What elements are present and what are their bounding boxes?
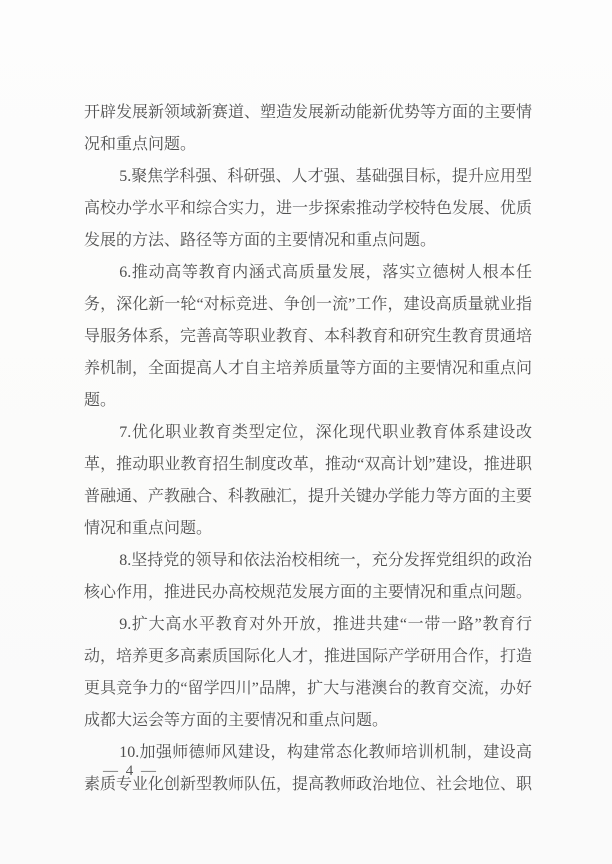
page-number: — 4 — — [103, 763, 158, 779]
body-paragraph-item-7: 7.优化职业教育类型定位，深化现代职业教育体系建设改革，推动职业教育招生制度改革，推动“双高计划”建设，推进职普融通、产教融合、科教融汇，提升关键办学能力等方面的主要情况和重点问题。 — [84, 424, 533, 537]
body-paragraph-continuation: 开辟发展新领域新赛道、塑造发展新动能新优势等方面的主要情况和重点问题。 — [84, 104, 533, 153]
document-body — [84, 97, 532, 801]
body-paragraph-item-5: 5.聚焦学科强、科研强、人才强、基础强目标，提升应用型高校办学水平和综合实力，进一步探索推动学校特色发展、优质发展的方法、路径等方面的主要情况和重点问题。 — [84, 168, 533, 249]
body-paragraph-item-6: 6.推动高等教育内涵式高质量发展，落实立德树人根本任务，深化新一轮“对标竞进、争创一流”工作，建设高质量就业指导服务体系，完善高等职业教育、本科教育和研究生教育贯通培养机制，全面提高人才自主培养质量等方面的主要情况和重点问题。 — [84, 264, 533, 409]
body-paragraph-item-9: 9.扩大高水平教育对外开放，推进共建“一带一路”教育行动，培养更多高素质国际化人才，推进国际产学研用合作，打造更具竞争力的“留学四川”品牌，扩大与港澳台的教育交流，办好成都大运会等方面的主要情况和重点问题。 — [84, 616, 533, 729]
body-paragraph-item-8: 8.坚持党的领导和依法治校相统一，充分发挥党组织的政治核心作用，推进民办高校规范发展方面的主要情况和重点问题。 — [84, 552, 533, 601]
body-paragraph-item-10: 10.加强师德师风建设，构建常态化教师培训机制，建设高素质专业化创新型教师队伍，提高教师政治地位、社会地位、职 — [84, 744, 533, 793]
